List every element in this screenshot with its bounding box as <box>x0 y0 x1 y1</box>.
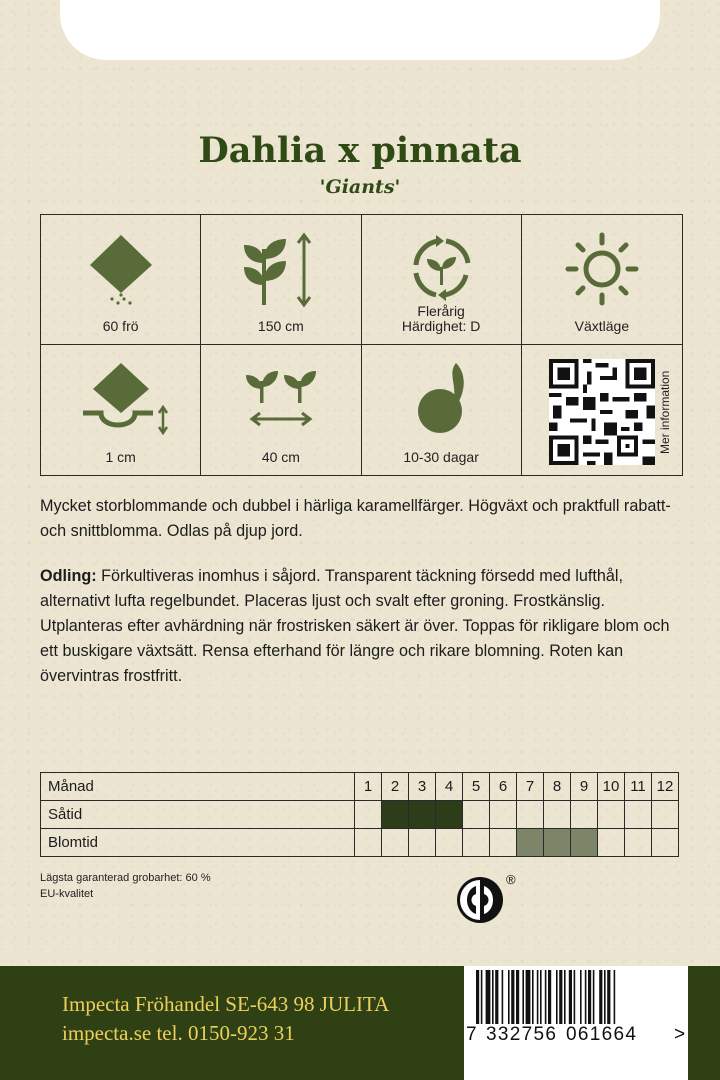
location-cell <box>522 215 682 345</box>
calendar-sow-cell <box>409 801 436 829</box>
sowing-depth-label: 1 cm <box>105 449 136 465</box>
calendar-bloom-cell <box>436 829 463 857</box>
calendar-month-header: 9 <box>571 773 598 801</box>
germination-cell <box>362 345 522 475</box>
calendar-month-header: 12 <box>652 773 679 801</box>
calendar-month-header: 4 <box>436 773 463 801</box>
lifecycle-label <box>362 304 521 334</box>
calendar-row-label: Såtid <box>41 801 355 829</box>
calendar-bloom-cell <box>490 829 517 857</box>
lifecycle-type: Flerårig <box>417 303 465 319</box>
height-label: 150 cm <box>257 318 304 334</box>
cultivation-heading: Odling: <box>40 567 97 585</box>
species-title: Dahlia x pinnata <box>198 130 522 171</box>
fine-print <box>40 870 211 902</box>
seed-count-cell <box>41 215 201 345</box>
height-cell <box>201 215 361 345</box>
calendar-sow-cell <box>571 801 598 829</box>
cultivar-subtitle: 'Giants' <box>319 176 401 198</box>
calendar-sow-cell <box>598 801 625 829</box>
sowing-depth-icon <box>71 359 171 443</box>
calendar-row-month <box>41 773 679 801</box>
seed-packet-icon <box>76 229 166 309</box>
calendar-bloom-cell <box>598 829 625 857</box>
barcode-group-1: 332756 <box>486 1024 558 1045</box>
info-grid <box>40 214 683 476</box>
qr-cell[interactable] <box>522 345 682 475</box>
plant-spacing-icon <box>236 359 326 439</box>
location-label: Växtläge <box>574 318 630 334</box>
calendar-bloom-cell <box>517 829 544 857</box>
calendar-month-header: 8 <box>544 773 571 801</box>
calendar-sow-cell <box>625 801 652 829</box>
germination-guarantee: Lägsta garanterad grobarhet: 60 % <box>40 872 211 884</box>
calendar-sow-cell <box>463 801 490 829</box>
calendar-sow-cell <box>517 801 544 829</box>
company-website-phone: impecta.se tel. 0150-923 31 <box>62 1021 295 1045</box>
seed-sprout-icon <box>396 359 486 443</box>
calendar-sow-cell <box>652 801 679 829</box>
plant-spacing-cell <box>201 345 361 475</box>
calendar-sow-cell <box>355 801 382 829</box>
company-contact <box>62 990 389 1048</box>
calendar-bloom-cell <box>463 829 490 857</box>
calendar-row-bloom <box>41 829 679 857</box>
calendar-month-header: 2 <box>382 773 409 801</box>
calendar-bloom-cell <box>571 829 598 857</box>
sowing-depth-cell <box>41 345 201 475</box>
barcode <box>464 966 688 1080</box>
calendar-row-label: Månad <box>41 773 355 801</box>
calendar-month-header: 3 <box>409 773 436 801</box>
barcode-bars <box>464 970 688 1030</box>
calendar-month-header: 6 <box>490 773 517 801</box>
cultivation-instructions <box>40 564 690 689</box>
barcode-group-2: 061664 <box>566 1024 638 1045</box>
calendar-month-header: 7 <box>517 773 544 801</box>
quality-label: EU-kvalitet <box>40 888 94 900</box>
hardiness-zone: Härdighet: D <box>401 318 481 334</box>
calendar-row-label: Blomtid <box>41 829 355 857</box>
seed-count-label: 60 frö <box>102 318 139 334</box>
qr-code-icon[interactable] <box>549 359 655 465</box>
plant-spacing-label: 40 cm <box>261 449 300 465</box>
calendar-sow-cell <box>436 801 463 829</box>
calendar-month-header: 11 <box>625 773 652 801</box>
hang-hole-cutout <box>60 0 660 60</box>
plant-height-icon <box>236 229 326 309</box>
calendar-bloom-cell <box>625 829 652 857</box>
calendar-bloom-cell <box>409 829 436 857</box>
calendar-month-header: 1 <box>355 773 382 801</box>
perennial-cycle-icon <box>396 229 486 309</box>
registered-mark: ® <box>506 872 516 887</box>
sowing-calendar <box>40 772 679 857</box>
cultivation-text: Förkultiveras inomhus i såjord. Transparent täckning försedd med lufthål, alternativt lufta regelbundet. Placeras ljust och svalt efter groning. Frostkänslig. Utplanteras efter avhärdning när frostrisken säkert är över. Toppas för rikligare blom och ett buskigare växtsätt. Rensa efterhand för längre och rikare blomning. Roten kan övervintras frostfritt. <box>40 567 670 685</box>
sun-icon <box>557 229 647 309</box>
calendar-month-header: 10 <box>598 773 625 801</box>
barcode-first-digit: 7 <box>466 1024 478 1045</box>
company-address: Impecta Fröhandel SE-643 98 JULITA <box>62 992 390 1016</box>
calendar-bloom-cell <box>382 829 409 857</box>
germination-label: 10-30 dagar <box>403 449 479 465</box>
green-dot-recycling-icon <box>456 872 520 928</box>
calendar-sow-cell <box>382 801 409 829</box>
product-description: Mycket storblommande och dubbel i härliga karamellfärger. Högväxt och praktfull rabatt- och snittblomma. Odlas på djup jord. <box>40 497 671 540</box>
calendar-bloom-cell <box>652 829 679 857</box>
more-info-label: Mer information <box>658 370 672 454</box>
calendar-bloom-cell <box>355 829 382 857</box>
calendar-sow-cell <box>544 801 571 829</box>
calendar-row-sowing <box>41 801 679 829</box>
calendar-bloom-cell <box>544 829 571 857</box>
barcode-chevron: > <box>674 1024 687 1045</box>
lifecycle-cell <box>362 215 522 345</box>
calendar-sow-cell <box>490 801 517 829</box>
calendar-month-header: 5 <box>463 773 490 801</box>
